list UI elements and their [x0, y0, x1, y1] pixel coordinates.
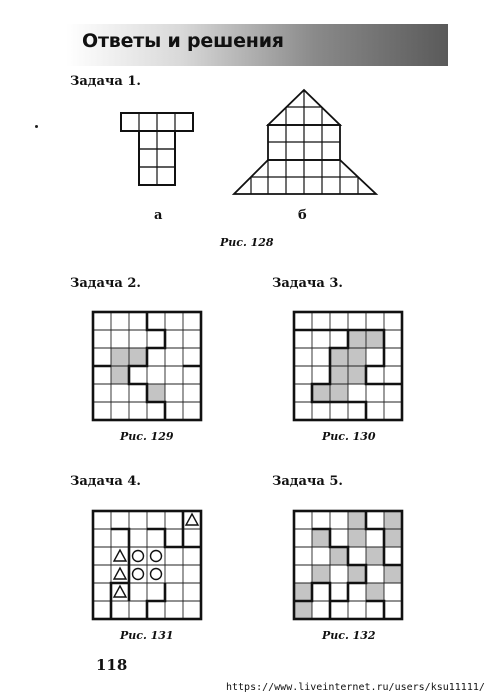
- shaded-cell: [348, 529, 366, 547]
- triangle-mark: [186, 514, 198, 525]
- task-1-label: Задача 1.: [70, 74, 141, 89]
- figure-129-caption: Рис. 129: [120, 430, 174, 443]
- figure-128-caption: Рис. 128: [220, 236, 274, 249]
- shaded-cell: [348, 511, 366, 529]
- triangle-mark: [114, 586, 126, 597]
- circle-mark: [151, 551, 162, 562]
- shaded-cell: [294, 601, 312, 619]
- figure-129-grid: [93, 312, 201, 420]
- shaded-cell: [147, 384, 165, 402]
- shaded-cell: [366, 330, 384, 348]
- shaded-cell: [330, 384, 348, 402]
- shaded-cell: [366, 583, 384, 601]
- footer-url: https://www.liveinternet.ru/users/ksu11111/: [226, 682, 485, 693]
- shaded-cell: [312, 384, 330, 402]
- shaded-cell: [348, 565, 366, 583]
- shaded-cell: [348, 366, 366, 384]
- circle-mark: [133, 551, 144, 562]
- figure-131-grid: [93, 511, 201, 619]
- circle-mark: [151, 569, 162, 580]
- figure-128b-label: б: [298, 208, 307, 223]
- figure-130-caption: Рис. 130: [322, 430, 376, 443]
- shaded-cell: [294, 583, 312, 601]
- stray-mark: [35, 125, 38, 128]
- figure-130-grid: [294, 312, 402, 420]
- figure-132-caption: Рис. 132: [322, 629, 376, 642]
- shaded-cell: [111, 348, 129, 366]
- shaded-cell: [366, 547, 384, 565]
- shaded-cell: [384, 511, 402, 529]
- task-2-label: Задача 2.: [70, 276, 141, 291]
- task-5-label: Задача 5.: [272, 474, 343, 489]
- shaded-cell: [384, 565, 402, 583]
- shaded-cell: [330, 547, 348, 565]
- task-4-label: Задача 4.: [70, 474, 141, 489]
- triangle-mark: [114, 568, 126, 579]
- shaded-cell: [111, 366, 129, 384]
- page-title: Ответы и решения: [82, 30, 284, 52]
- shaded-cell: [312, 565, 330, 583]
- shaded-cell: [330, 348, 348, 366]
- shaded-cell: [330, 366, 348, 384]
- shaded-cell: [384, 529, 402, 547]
- page-number: 118: [96, 656, 128, 674]
- shaded-cell: [312, 529, 330, 547]
- figure-132-grid: [294, 511, 402, 619]
- shaded-cell: [348, 330, 366, 348]
- shaded-cell: [348, 348, 366, 366]
- shaded-cell: [129, 348, 147, 366]
- triangle-mark: [114, 550, 126, 561]
- figure-131-caption: Рис. 131: [120, 629, 174, 642]
- circle-mark: [133, 569, 144, 580]
- figure-128a-t-shape: [121, 113, 193, 187]
- figure-128b-house-shape: [234, 90, 376, 198]
- figure-128a-label: а: [154, 208, 163, 223]
- task-3-label: Задача 3.: [272, 276, 343, 291]
